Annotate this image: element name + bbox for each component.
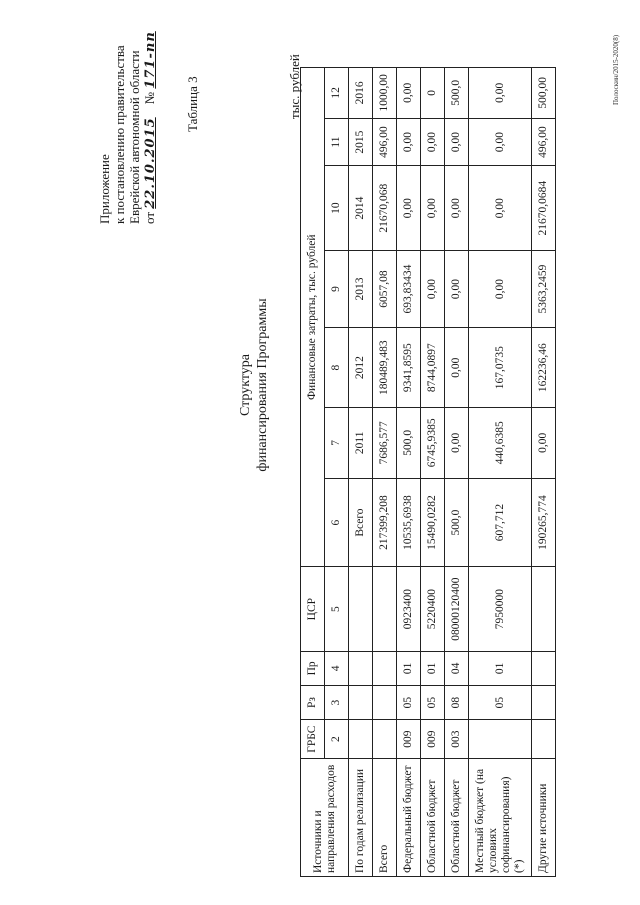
date-prefix: от [142,211,157,224]
table-cell [373,685,397,719]
table-cell: 693,83434 [397,250,421,327]
col-number: 5 [325,567,349,651]
table-row [373,68,397,877]
table-cell: 5220400 [421,567,445,651]
cell [349,685,373,719]
table-cell: 7686,577 [373,408,397,479]
header-source: Источники и направления расходов [301,759,349,877]
cell [349,720,373,759]
col-number: 12 [325,68,349,119]
table-cell: 0 [421,68,445,119]
table-cell: 500,00 [532,68,556,119]
header-financial-costs: Финансовые затраты, тыс. рублей [301,68,325,568]
cell [349,567,373,651]
table-cell: 500,0 [397,408,421,479]
table-cell: 009 [397,720,421,759]
table-cell: 05 [421,685,445,719]
table-cell: 607,712 [469,478,532,567]
appendix-block [97,14,158,224]
table-cell: 217399,208 [373,478,397,567]
table-cell: 0,00 [469,118,532,166]
table-cell: 01 [421,651,445,685]
col-number: 6 [325,478,349,567]
table-cell: 6057,08 [373,250,397,327]
table-row [532,68,556,877]
table-row [445,68,469,877]
col-number: 8 [325,328,349,408]
number-prefix: № [142,91,157,105]
table-cell: 5363,2459 [532,250,556,327]
year-header: 2011 [349,408,373,479]
table-cell: Федеральный бюджет [397,759,421,877]
appendix-line-2: к постановлению правительства [112,45,127,224]
table-cell: 08000120400 [445,567,469,651]
table-cell: 6745,9385 [421,408,445,479]
table-cell: 21670,068 [373,166,397,250]
col-number: 4 [325,651,349,685]
col-number: 2 [325,720,349,759]
year-header: 2013 [349,250,373,327]
table-cell: 167,0735 [469,328,532,408]
table-cell: 0,00 [445,118,469,166]
year-header: Всего [349,478,373,567]
table-cell: 500,0 [445,68,469,119]
table-cell: 0,00 [397,68,421,119]
handwritten-number: 171-пп [143,31,158,89]
table-cell: 0,00 [469,68,532,119]
table-cell [373,720,397,759]
table-cell: 05 [397,685,421,719]
table-row [397,68,421,877]
table-cell [373,567,397,651]
table-cell [532,685,556,719]
table-cell: 0,00 [445,408,469,479]
table-cell: 01 [469,651,532,685]
year-header: 2015 [349,118,373,166]
table-cell: 0923400 [397,567,421,651]
table-cell: Всего [373,759,397,877]
table-cell: 003 [445,720,469,759]
table-cell: 180489,483 [373,328,397,408]
year-header: 2012 [349,328,373,408]
table-cell [373,651,397,685]
table-cell: 0,00 [445,166,469,250]
table-cell: 500,0 [445,478,469,567]
handwritten-date: 22.10.2015 [143,117,158,209]
header-row [301,68,325,877]
table-cell [532,567,556,651]
table-cell: 0,00 [397,166,421,250]
table-cell: 10535,6938 [397,478,421,567]
appendix-line-1: Приложение [97,154,112,224]
table-cell [469,720,532,759]
table-cell: 21670,0684 [532,166,556,250]
column-number-row [325,68,349,877]
header-pr: Пр [301,651,325,685]
col-number: 7 [325,408,349,479]
appendix-date-line [142,14,158,224]
years-row [349,68,373,877]
table-cell: 0,00 [397,118,421,166]
table-cell: 15490,0282 [421,478,445,567]
table-cell: 0,00 [421,166,445,250]
title-line-2: финансирования Программы [255,298,270,472]
col-number: 3 [325,685,349,719]
table-cell: Областной бюджет [421,759,445,877]
table-cell: 0,00 [469,250,532,327]
table-cell: Местный бюджет (на условиях софинансирования) (*) [469,759,532,877]
header-rz: Рз [301,685,325,719]
table-cell: 0,00 [532,408,556,479]
table-cell: 0,00 [445,328,469,408]
col-number: 9 [325,250,349,327]
header-csr: ЦСР [301,567,325,651]
table-cell: 1000,00 [373,68,397,119]
table-row [469,68,532,877]
units-label: тыс. рублей [287,54,302,119]
table-cell: 0,00 [421,250,445,327]
year-header: 2016 [349,68,373,119]
table-row [421,68,445,877]
table-cell: 05 [469,685,532,719]
table-cell: 9341,8595 [397,328,421,408]
title-line-1: Структура [238,353,253,417]
table-cell: 0,00 [445,250,469,327]
table-cell: 440,6385 [469,408,532,479]
table-cell: Областной бюджет [445,759,469,877]
table-number: Таблица 3 [185,76,200,132]
table-cell: 01 [397,651,421,685]
header-grbs: ГРБС [301,720,325,759]
table-cell: 04 [445,651,469,685]
table-cell: 7950000 [469,567,532,651]
footer-code: Полоскин/2015-2020(8) [612,34,620,105]
col-number: 11 [325,118,349,166]
document-title [237,255,271,515]
table-cell: Другие источники [532,759,556,877]
table-cell: 496,00 [373,118,397,166]
year-header: 2014 [349,166,373,250]
table-cell: 0,00 [469,166,532,250]
table-cell: 08 [445,685,469,719]
appendix-line-3: Еврейской автономной области [127,50,142,224]
table-cell: 496,00 [532,118,556,166]
table-cell: 009 [421,720,445,759]
financing-table [300,67,556,877]
table-cell: 0,00 [421,118,445,166]
table-cell: 162236,46 [532,328,556,408]
table-cell [532,651,556,685]
table-cell: 190265,774 [532,478,556,567]
by-years-label: По годам реализации [349,759,373,877]
cell [349,651,373,685]
table-cell [532,720,556,759]
table-cell: 8744,0897 [421,328,445,408]
col-number: 10 [325,166,349,250]
